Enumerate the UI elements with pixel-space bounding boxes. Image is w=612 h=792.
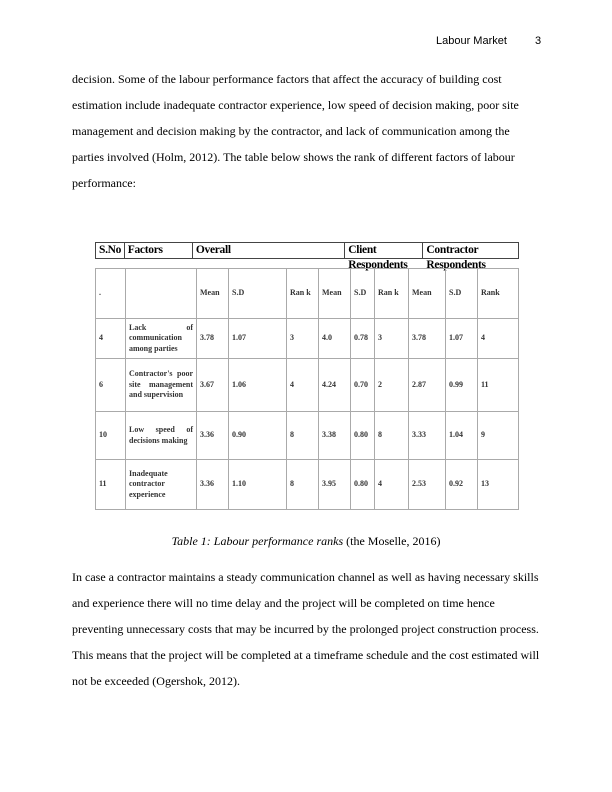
value-cell: 3 — [375, 319, 409, 359]
table-header-row — [96, 269, 519, 319]
value-cell: 0.99 — [446, 359, 478, 412]
value-cell: 13 — [478, 460, 519, 510]
sno-cell: 11 — [96, 460, 126, 510]
table-row — [96, 319, 519, 359]
table-caption — [0, 534, 612, 549]
group-header-factors: Factors — [125, 243, 193, 258]
text-line: management and decision making by the contractor, and lack of communication among the — [72, 124, 510, 138]
value-cell: 0.80 — [351, 460, 375, 510]
caption-source: (the Moselle, 2016) — [343, 534, 441, 548]
sno-cell: 10 — [96, 412, 126, 460]
factor-cell: Contractor's poor site management and supervision — [126, 359, 197, 412]
sno-cell: 4 — [96, 319, 126, 359]
text-line: not be exceeded (Ogershok, 2012). — [72, 674, 240, 688]
value-cell: 1.07 — [229, 319, 287, 359]
value-cell: 8 — [287, 412, 319, 460]
value-cell: 2 — [375, 359, 409, 412]
text-line: preventing unnecessary costs that may be incurred by the prolonged project construction process. — [72, 622, 539, 636]
page-number: 3 — [535, 35, 542, 47]
table-row — [96, 359, 519, 412]
text-line: decision. Some of the labour performance factors that affect the accuracy of building cost — [72, 72, 502, 86]
value-cell: 8 — [287, 460, 319, 510]
value-cell: 1.06 — [229, 359, 287, 412]
value-cell: 11 — [478, 359, 519, 412]
table-group-header — [95, 242, 519, 271]
value-cell: 4 — [478, 319, 519, 359]
value-cell: 3.78 — [197, 319, 229, 359]
value-cell: 4.24 — [319, 359, 351, 412]
column-header: S.D — [351, 269, 375, 319]
column-header: . — [96, 269, 126, 319]
value-cell: 4 — [287, 359, 319, 412]
text-line: parties involved (Holm, 2012). The table below shows the rank of different factors of labour — [72, 150, 515, 164]
value-cell: 9 — [478, 412, 519, 460]
value-cell: 3.33 — [409, 412, 446, 460]
factor-cell: Low speed of decisions making — [126, 412, 197, 460]
factor-cell: Inadequate contractor experience — [126, 460, 197, 510]
value-cell: 0.78 — [351, 319, 375, 359]
group-header-sno: S.No — [96, 243, 125, 258]
column-header: S.D — [446, 269, 478, 319]
labour-performance-table — [95, 268, 519, 510]
factor-cell: Lack of communication among parties — [126, 319, 197, 359]
column-header: S.D — [229, 269, 287, 319]
column-header: Mean — [197, 269, 229, 319]
value-cell: 0.90 — [229, 412, 287, 460]
value-cell: 3.36 — [197, 460, 229, 510]
value-cell: 0.70 — [351, 359, 375, 412]
table-row — [96, 460, 519, 510]
value-cell: 4.0 — [319, 319, 351, 359]
text-line: performance: — [72, 176, 136, 190]
value-cell: 2.87 — [409, 359, 446, 412]
text-line: estimation include inadequate contractor experience, low speed of decision making, poor site — [72, 98, 519, 112]
text-line: This means that the project will be completed at a timeframe schedule and the cost estimated will — [72, 648, 540, 662]
value-cell: 8 — [375, 412, 409, 460]
table-row — [96, 412, 519, 460]
value-cell: 3.36 — [197, 412, 229, 460]
value-cell: 1.04 — [446, 412, 478, 460]
column-header — [126, 269, 197, 319]
text-line: In case a contractor maintains a steady communication channel as well as having necessary skills — [72, 570, 539, 584]
running-head-title: Labour Market — [436, 35, 507, 47]
value-cell: 1.10 — [229, 460, 287, 510]
group-header-client: Client Respondents — [345, 243, 423, 258]
value-cell: 2.53 — [409, 460, 446, 510]
value-cell: 0.80 — [351, 412, 375, 460]
value-cell: 0.92 — [446, 460, 478, 510]
value-cell: 3.38 — [319, 412, 351, 460]
column-header: Mean — [319, 269, 351, 319]
column-header: Mean — [409, 269, 446, 319]
column-header: Rank — [478, 269, 519, 319]
value-cell: 3 — [287, 319, 319, 359]
group-header-contractor: Contractor Respondents — [426, 244, 486, 271]
text-line: and experience there will no time delay and the project will be completed on time hence — [72, 596, 495, 610]
column-header: Ran k — [287, 269, 319, 319]
column-header: Ran k — [375, 269, 409, 319]
value-cell: 3.95 — [319, 460, 351, 510]
value-cell: 1.07 — [446, 319, 478, 359]
value-cell: 3.78 — [409, 319, 446, 359]
caption-label: Table 1: Labour performance ranks — [171, 534, 344, 548]
group-header-overall: Overall — [193, 243, 345, 258]
sno-cell: 6 — [96, 359, 126, 412]
value-cell: 3.67 — [197, 359, 229, 412]
value-cell: 4 — [375, 460, 409, 510]
